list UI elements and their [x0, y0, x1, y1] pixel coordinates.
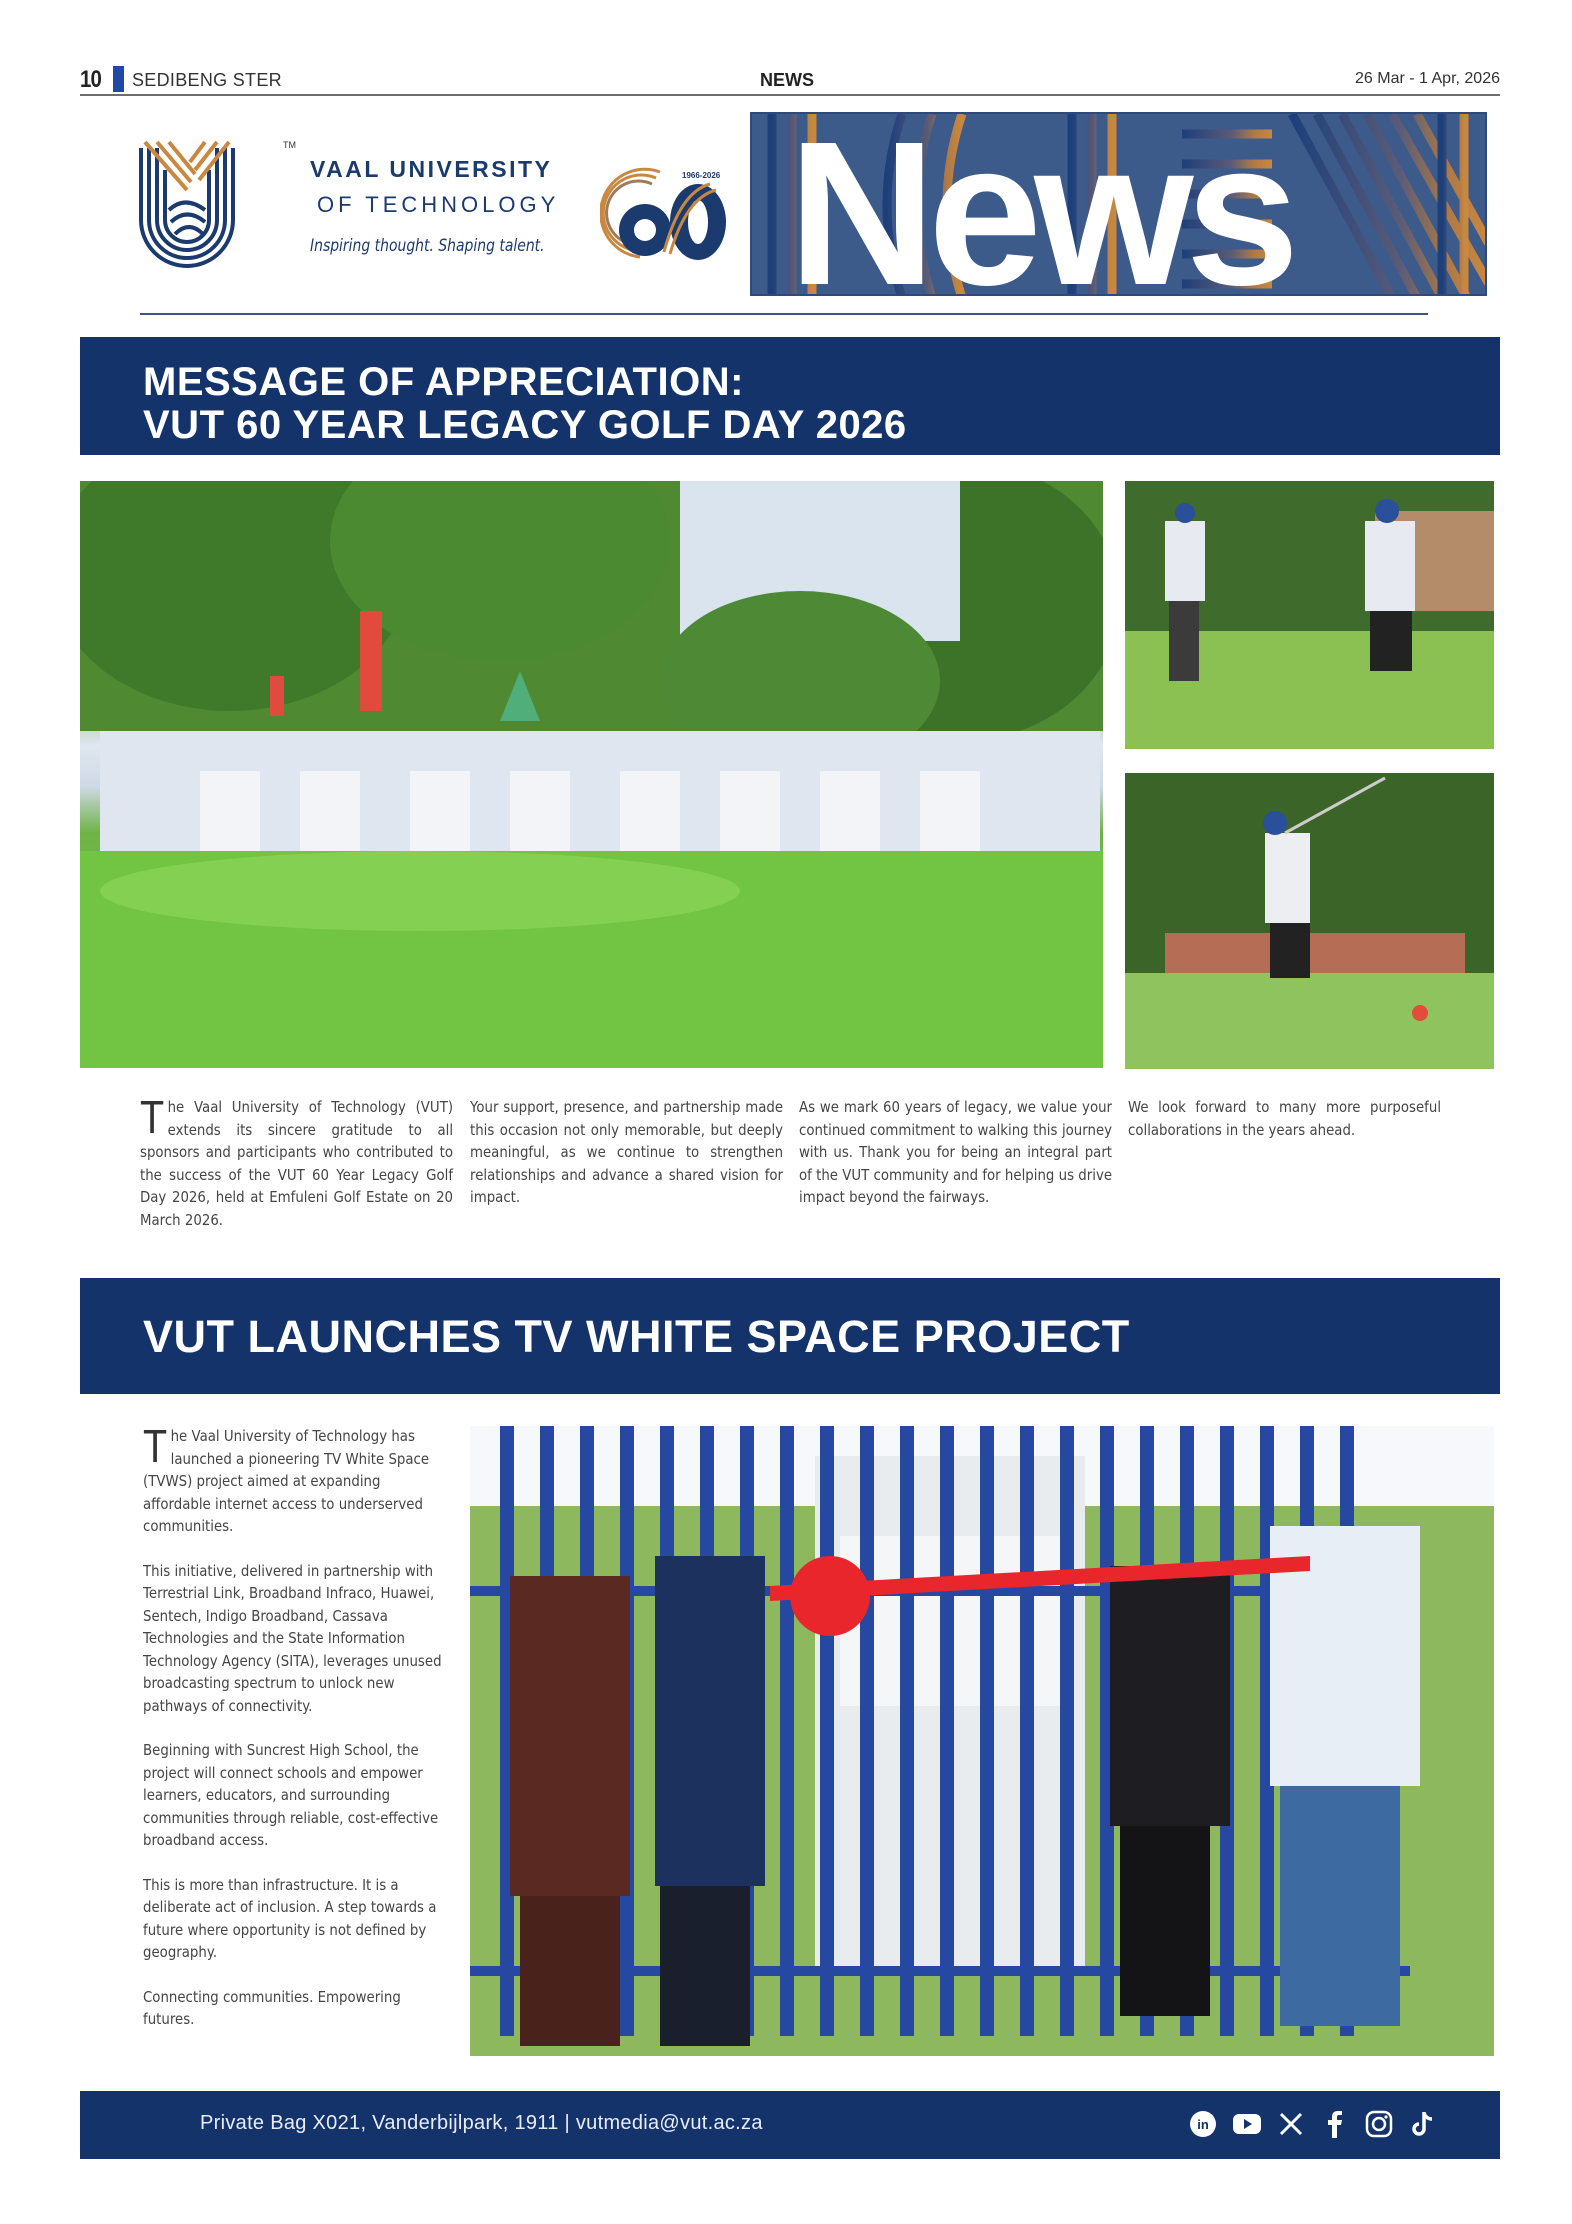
article1-column2: Your support, presence, and partnership made this occasion not only memorable, but deeply meaningful, as we continue to strengthen relationships and advance a shared vision for impact.	[470, 1098, 784, 1206]
drop-cap: T	[143, 1420, 168, 1472]
article2-paragraph5: Connecting communities. Empowering futures.	[143, 1987, 401, 2028]
article1-column4: We look forward to many more purposeful collaborations in the years ahead.	[1128, 1098, 1442, 1139]
article2-paragraph3: Beginning with Suncrest High School, the project will connect schools and empower learners, educators, and surrounding communities through reliable, cost-effective broadband access.	[143, 1741, 439, 1849]
drop-cap: T	[140, 1091, 165, 1143]
instagram-icon[interactable]	[1364, 2109, 1394, 2139]
headline-line1: MESSAGE OF APPRECIATION:	[143, 360, 744, 404]
golfer-swing-photo	[1125, 773, 1494, 1069]
article1-column3: As we mark 60 years of legacy, we value your continued commitment to walking this journey with us. Thank you for being an integral part of the VUT community and for helping us drive impact beyond the fairways.	[799, 1098, 1113, 1206]
article2-paragraph4: This is more than infrastructure. It is a deliberate act of inclusion. A step towards a future where opportunity is not defined by geography.	[143, 1875, 437, 1961]
logo-divider	[140, 313, 1428, 315]
university-name: VAAL UNIVERSITY	[310, 156, 553, 182]
youtube-icon[interactable]	[1232, 2109, 1262, 2139]
publication-color-bar	[113, 66, 124, 92]
golf-group-photo	[80, 481, 1103, 1068]
article1-col1-text: he Vaal University of Technology (VUT) extends its sincere gratitude to all sponsors and participants who contributed to the success of the VUT 60 Year Legacy Golf Day 2026, held at Emfuleni Golf Estate on 20 March 2026.	[140, 1098, 454, 1229]
ribbon-cutting-illustration	[470, 1426, 1494, 2056]
golfer-putting-illustration	[1125, 481, 1494, 749]
ribbon-cutting-photo	[470, 1426, 1494, 2056]
headline-line2: VUT 60 YEAR LEGACY GOLF DAY 2026	[143, 403, 907, 447]
footer-bar	[80, 2091, 1500, 2159]
vut-logo	[135, 140, 735, 290]
article2-headline: VUT LAUNCHES TV WHITE SPACE PROJECT	[143, 1311, 1130, 1362]
linkedin-icon[interactable]	[1188, 2109, 1218, 2139]
golfer-swing-illustration	[1125, 773, 1494, 1069]
news-banner	[750, 112, 1487, 296]
article2-header	[80, 1278, 1500, 1394]
golf-group-illustration	[80, 481, 1103, 1068]
issue-date: 26 Mar - 1 Apr, 2026	[1355, 70, 1500, 87]
university-tagline: Inspiring thought. Shaping talent.	[310, 236, 545, 256]
paragraph-text: he Vaal University of Technology has launched a pioneering TV White Space (TVWS) project aimed at expanding affordable internet access to underserved communities.	[143, 1427, 430, 1535]
article2-paragraph2: This initiative, delivered in partnership with Terrestrial Link, Broadband Infraco, Huawei, Sentech, Indigo Broadband, Cassava Technologies and the State Information Technology Agency (SITA), leverages unused broadcasting spectrum to unlock new pathways of connectivity.	[143, 1561, 442, 1715]
footer-contact: Private Bag X021, Vanderbijlpark, 1911 | vutmedia@vut.ac.za	[200, 2112, 763, 2134]
anniversary-years: 1966-2026	[682, 171, 721, 180]
facebook-icon[interactable]	[1320, 2109, 1350, 2139]
article1-column1	[140, 1091, 454, 1231]
article2-body	[143, 1420, 451, 2031]
article1-headline	[143, 361, 907, 447]
masthead	[80, 66, 1500, 96]
page-number: 10	[80, 66, 101, 93]
publication-name: SEDIBENG STER	[132, 70, 282, 90]
trademark-mark: TM	[283, 140, 296, 150]
section-label: NEWS	[760, 70, 814, 90]
tiktok-icon[interactable]	[1408, 2109, 1438, 2139]
article1-header	[80, 337, 1500, 455]
golfer-putting-photo	[1125, 481, 1494, 749]
social-links	[1188, 2109, 1438, 2139]
article2-paragraph1	[143, 1420, 451, 1538]
vut-shield-icon	[135, 140, 240, 280]
svg-text:in: in	[1197, 2117, 1209, 2132]
university-name-line2: OF TECHNOLOGY	[317, 192, 560, 217]
news-title: News	[788, 112, 1292, 296]
x-icon[interactable]	[1276, 2109, 1306, 2139]
